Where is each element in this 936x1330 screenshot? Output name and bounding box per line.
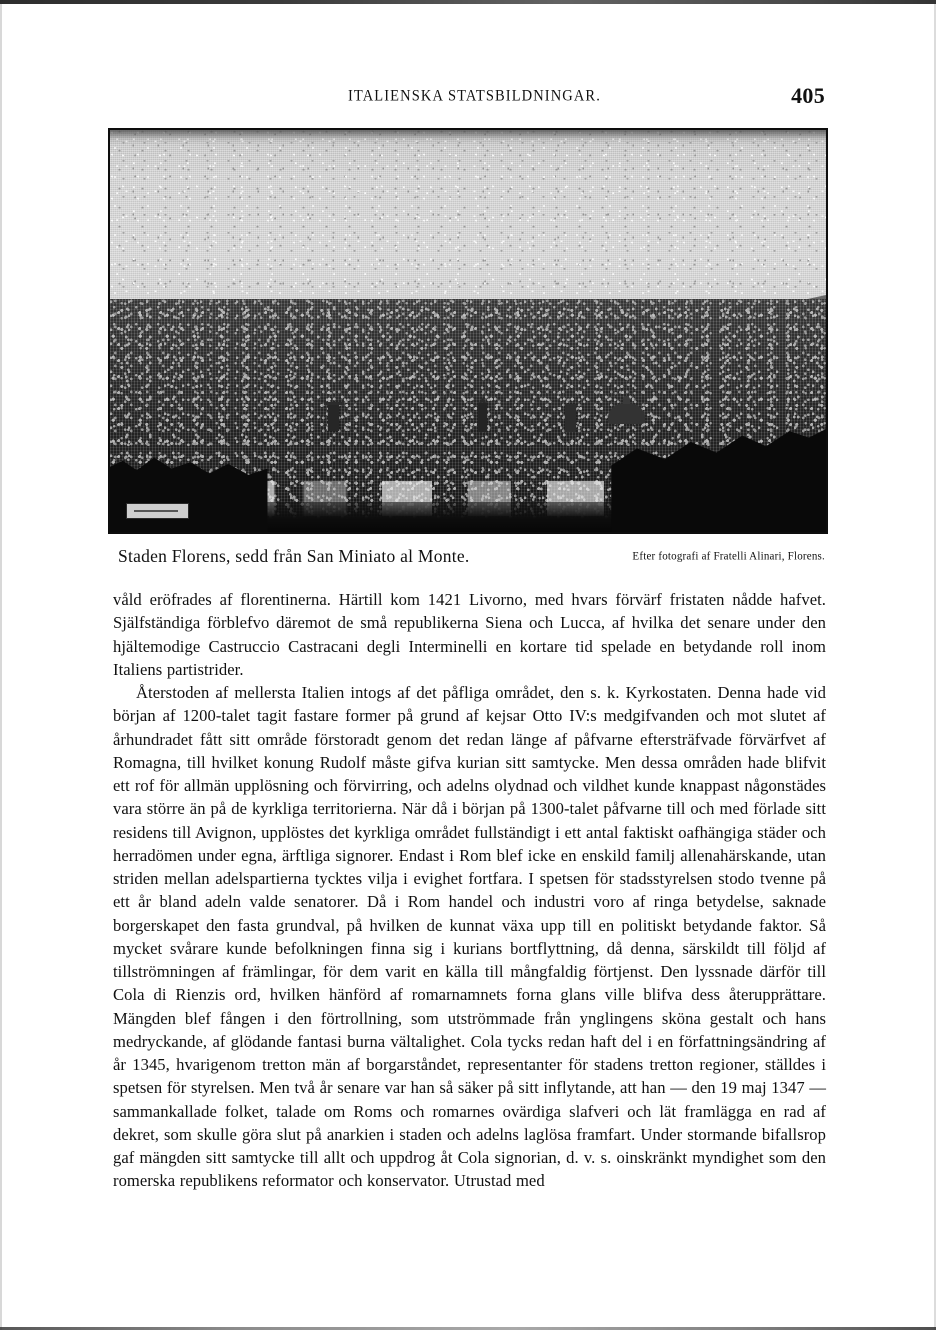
photo-cityscape xyxy=(110,299,826,532)
photo-giotto-campanile xyxy=(565,404,576,432)
photo-badia-tower xyxy=(478,403,487,432)
body-text xyxy=(113,588,826,1193)
figure-caption: Staden Florens, sedd från San Miniato al Monte. xyxy=(118,546,470,566)
photo-signature-plaque xyxy=(126,503,189,519)
figure-photograph xyxy=(108,128,828,534)
photograph-image xyxy=(110,130,826,532)
photo-duomo-lantern xyxy=(623,396,630,404)
page-number: 405 xyxy=(791,83,825,108)
figure-caption-row xyxy=(113,546,825,570)
figure-credit: Efter fotografi af Fratelli Alinari, Florens. xyxy=(632,550,825,563)
running-head xyxy=(113,83,825,110)
body-paragraph: våld eröfrades af florentinerna. Härtill kom 1421 Livorno, med hvars förvärf fristaten nådde hafvet. Själfständiga förblefvo däremot de små republikerna Siena och Lucca, af hvilka det senare under den hjältemodige Castruccio Castracani degli Interminelli en kortare tid spelade en betydande roll inom Italiens partistrider. xyxy=(113,590,826,679)
photo-signature-text xyxy=(134,510,178,512)
running-head-title: ITALIENSKA STATSBILDNINGAR. xyxy=(348,88,601,105)
photo-sky-haze xyxy=(110,130,826,145)
body-paragraph: Återstoden af mellersta Italien intogs af det påfliga området, den s. k. Kyrkostaten. Denna hade vid början af 1200-talet tagit fastare former på grund af kejsar Otto IV:s medgifvanden och mot slutet af århundradet fått sitt område förstoradt genom det redan länge af påfvarne eftersträfvade förvärfvet af Romagna, till hvilket konung Rudolf måste gifva kurian sitt samtycke. Men dessa områden hade blifvit ett rof för allmän upplösning och förvirring, och adelns olydnad och vildhet kunde knappast någonstädes vara större än på de kyrkliga territorierna. När då i början på 1300-talet påfvarne till och med förlade sitt residens till Avignon, upplöstes det kyrkliga området fullständigt i ett antal faktiskt oafhängiga städer och herradömen under egna, ärftliga signorer. Endast i Rom blef icke en enskild familj allenahärskande, utan striden mellan adelspartierna tycktes vilja i evighet fortfara. I spetsen för stadsstyrelsen stodo tvenne på ett år bland adeln valde senatorer. Då i Rom handel och industri voro af ringa betydelse, saknade borgerskapet den fasta grundval, på hvilken de kunnat växa upp till en politiskt betydande faktor. Så mycket svårare kunde befolkningen finna sig i kurians bortflyttning, då denna, särskildt till följd af tillströmningen af främlingar, för dem varit en källa till mångfaldig förtjenst. Den lyssnade därför till Cola di Rienzis ord, hvilken hänförd af romarnamnets forna glans ville blifva dess återupprättare. Mängden blef fången i den förtrollning, som utströmmade från ynglingens sköna gestalt och hans medryckande, af glödande fantasi burna vältalighet. Cola tycks redan haft del i en författningsändring af år 1345, hvarigenom tretton män af borgarståndet, representanter för stadens tretton regioner, ställdes i spetsen för styrelsen. Men två år senare var han så säker på sitt inflytande, att han — den 19 maj 1347 — sammankallade folket, talade om Roms och romarnes ovärdiga slafveri och lät framlägga en rad af dekret, som skulle göra slut på anarkien i staden och adelns laglösa framfart. Under stormande bifallsrop gaf mängden sitt samtycke till allt och uppdrog åt Cola signorian, d. v. s. oinskränkt myndighet som den romerska republikens reformator och konservator. Utrustad med xyxy=(113,683,826,1191)
photo-palazzo-vecchio-tower xyxy=(328,405,339,431)
